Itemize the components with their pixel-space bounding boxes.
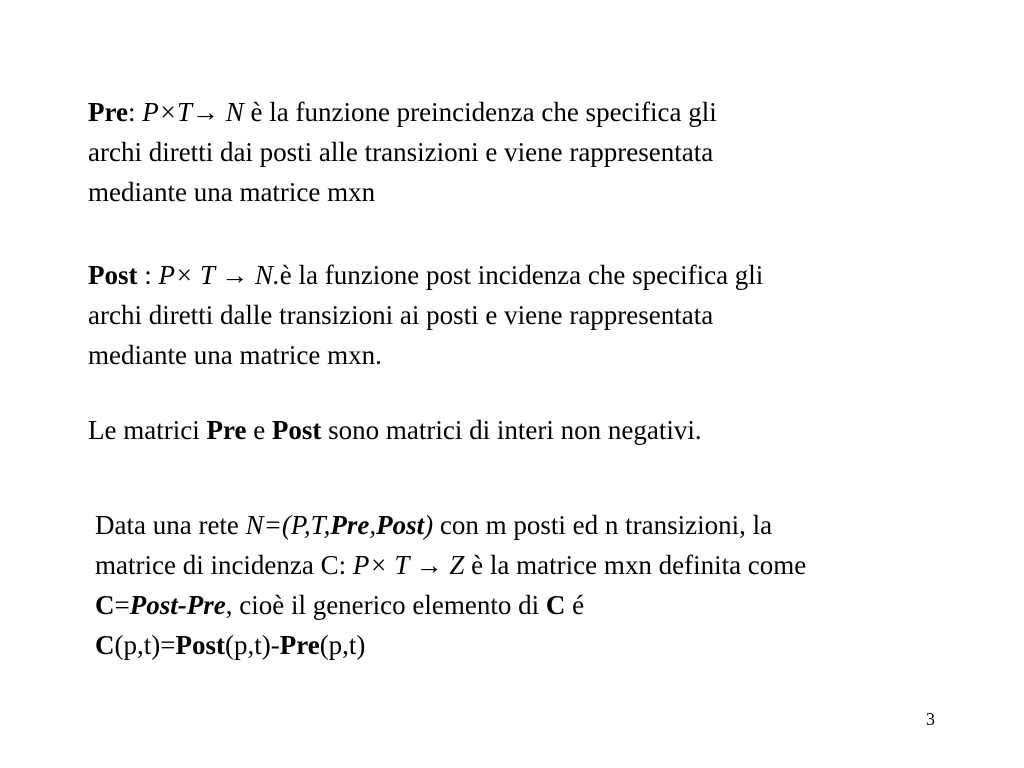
post-separator: : bbox=[137, 260, 159, 290]
matrices-text-2: e bbox=[246, 415, 272, 445]
net-open: N=(P,T, bbox=[245, 510, 331, 540]
c-symbol: C bbox=[95, 590, 115, 620]
pre-formula: P×T→ N bbox=[142, 97, 244, 127]
matrices-statement bbox=[88, 410, 702, 450]
pre-term: Pre bbox=[88, 97, 128, 127]
post-definition-line-2: archi diretti dalle transizioni ai posti e viene rappresentata bbox=[88, 300, 714, 330]
pre-definition bbox=[88, 92, 717, 212]
pre-definition-line-2: archi diretti dai posti alle transizioni e viene rappresentata bbox=[88, 137, 714, 167]
post-definition-line-3: mediante una matrice mxn. bbox=[88, 340, 382, 370]
element-args-2: (p,t)- bbox=[224, 630, 280, 660]
incidence-text-4: è la matrice mxn definita come bbox=[464, 550, 807, 580]
pre-separator: : bbox=[127, 97, 143, 127]
matrices-text-3: sono matrici di interi non negativi. bbox=[321, 415, 702, 445]
c-symbol-2: C bbox=[545, 590, 566, 620]
post-definition bbox=[88, 255, 763, 375]
post-definition-line-1 bbox=[88, 255, 763, 295]
incidence-line-3 bbox=[95, 585, 806, 625]
incidence-text-6: é bbox=[565, 590, 585, 620]
incidence-text-2: con m posti ed n transizioni, la bbox=[433, 510, 773, 540]
matrices-pre-term: Pre bbox=[206, 415, 247, 445]
page-number: 3 bbox=[926, 709, 935, 729]
net-pre: Pre bbox=[330, 510, 370, 540]
post-term: Post bbox=[88, 260, 138, 290]
net-post: Post bbox=[376, 510, 425, 540]
equals-sign: = bbox=[114, 590, 130, 620]
incidence-text-1: Data una rete bbox=[95, 510, 246, 540]
c-element-symbol: C bbox=[95, 630, 115, 660]
post-description-start: è la funzione post incidenza che specifica gli bbox=[279, 260, 764, 290]
incidence-line-1 bbox=[95, 505, 806, 545]
pre-description-start: è la funzione preincidenza che specifica gli bbox=[243, 97, 717, 127]
incidence-matrix-definition bbox=[95, 505, 806, 665]
element-pre: Pre bbox=[279, 630, 320, 660]
post-formula: P× T → N. bbox=[158, 260, 280, 290]
pre-definition-line-3: mediante una matrice mxn bbox=[88, 177, 376, 207]
pre-definition-line-1 bbox=[88, 92, 717, 132]
incidence-formula: P× T → Z bbox=[352, 550, 465, 580]
post-minus-pre: Post-Pre bbox=[129, 590, 226, 620]
matrices-statement-line bbox=[88, 410, 702, 450]
incidence-text-3: matrice di incidenza C: bbox=[95, 550, 353, 580]
element-args-1: (p,t)= bbox=[114, 630, 176, 660]
incidence-line-4 bbox=[95, 625, 806, 665]
net-close: ) bbox=[424, 510, 434, 540]
element-args-3: (p,t) bbox=[319, 630, 366, 660]
net-comma: , bbox=[369, 510, 377, 540]
element-post: Post bbox=[175, 630, 225, 660]
incidence-text-5: , cioè il generico elemento di bbox=[225, 590, 546, 620]
matrices-text-1: Le matrici bbox=[88, 415, 207, 445]
incidence-line-2 bbox=[95, 545, 806, 585]
matrices-post-term: Post bbox=[271, 415, 322, 445]
